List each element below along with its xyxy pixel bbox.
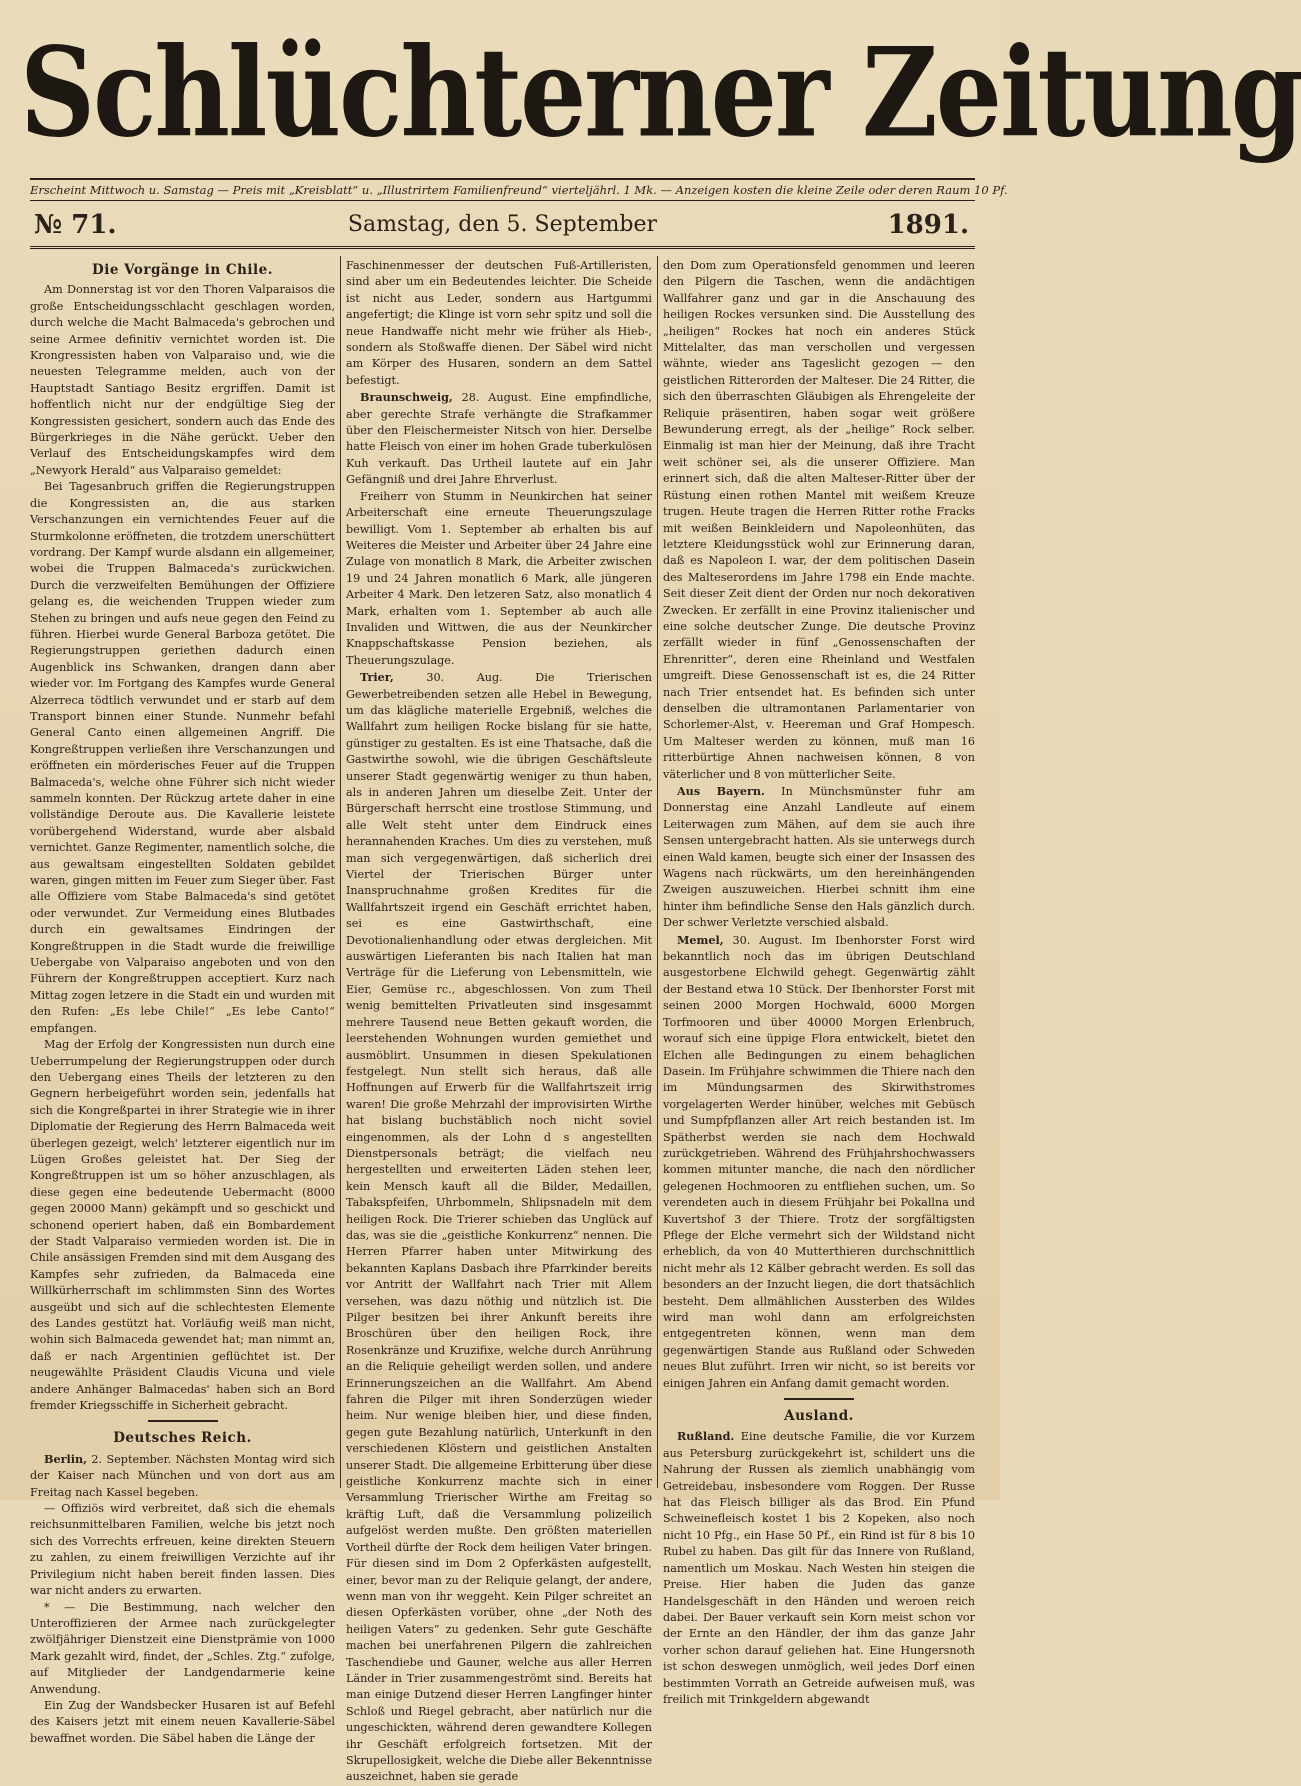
article-paragraph — [663, 783, 975, 932]
dateline-place: Trier, — [360, 670, 394, 685]
subscription-line: Erscheint Mittwoch u. Samstag — Preis mit „Kreisblatt“ u. „Illustrirtem Familienfreund“ vierteljährl. 1 Mk. — Anzeigen kosten die kleine Zeile oder deren Raum 10 Pf. — [30, 178, 975, 201]
column-3 — [663, 258, 975, 1706]
article-paragraph: Faschinenmesser der deutschen Fuß-Artilleristen, sind aber um ein Bedeutendes leichter. Die Scheide ist nicht aus Leder, sondern aus Hartgummi angefertigt; die Klinge ist vorn sehr spitz und soll die neue Handwaffe nicht mehr wie früher als Hieb-, sondern als Stoßwaffe dienen. Der Säbel wird nicht am Körper des Husaren, sondern an dem Sattel befestigt. — [346, 259, 652, 387]
dateline-place: Rußland. — [677, 1429, 735, 1444]
article-text: 30. Aug. Die Trierischen Gewerbetreibenden setzen alle Hebel in Bewegung, um das klägliche materielle Ergebniß, welches die Wallfahrt zum heiligen Rocke bislang für sie hatte, günstiger zu gestalten. Es ist eine Thatsache, daß die Gastwirthe sowohl, wie die übrigen Geschäftsleute unserer Stadt gegenwärtig weniger zu thun haben, als in anderen Jahren um dieselbe Zeit. Unter der Bürgerschaft herrscht eine trostlose Stimmung, und alle Welt steht unter dem Eindruck eines herannahenden Kraches. Um dies zu verstehen, muß man sich vergegenwärtigen, daß sicherlich drei Viertel der Trierischen Bürger unter Inanspruchnahme großen Kredites für die Wallfahrtszeit irgend ein Geschäft errichtet haben, sei es eine Gastwirthschaft, eine Devotionalienhandlung oder etwas dergleichen. Mit auswärtigen Lieferanten bis nach Italien hat man Verträge für die Lieferung von Lebensmitteln, wie Eier, Gemüse rc., abgeschlossen. Von zum Theil wenig bemittelten Privatleuten sind insgesammt mehrere Tausend neue Betten gekauft worden, die leerstehenden Wohnungen wurden gemiethet und ausmöblirt. Unsummen in diesen Spekulationen festgelegt. Nun stellt sich heraus, daß alle Hoffnungen auf Erwerb für die Wallfahrtszeit irrig waren! Die große Mehrzahl der improvisirten Wirthe hat bislang buchstäblich noch nicht soviel eingenommen, als der Lohn d s angestellten Dienstpersonals beträgt; die vielfach neu hergestellten und erweiterten Läden stehen leer, kein Mensch kauft all die Bilder, Medaillen, Tabakspfeifen, Uhrbommeln, Shlipsnadeln mit dem heiligen Rock. Die Trierer schieben das Unglück auf das, was sie die „geistliche Konkurrenz“ nennen. Die Herren Pfarrer haben unter Mitwirkung des bekannten Kaplans Dasbach ihre Pfarrkinder bereits vor Antritt der Wallfahrt nach Trier mit Allem versehen, was dazu nöthig und nützlich ist. Die Pilger besitzen bei ihrer Ankunft bereits ihre Broschüren über den heiligen Rock, ihre Rosenkränze und Kruzifixe, welche durch Anrührung an die Reliquie geheiligt werden sollen, und andere Erinnerungszeichen an die Wallfahrt. Am Abend fahren die Pilger mit ihren Sonderzügen wieder heim. Nur wenige bleiben hier, und diese finden, gegen gute Bezahlung natürlich, Unterkunft in den verschiedenen Klöstern und geistlichen Anstalten unserer Stadt. Die allgemeine Erbitterung über diese geistliche Konkurrenz machte sich in einer Versammlung Trierischer Wirthe am Freitag so kräftig Luft, daß die Versammlung polizeilich aufgelöst werden mußte. Den größten materiellen Vortheil dürfte der Rock dem heiligen Vater bringen. Für diesen sind im Dom 2 Opferkästen aufgestellt, einer, bevor man zu der Reliquie gelangt, der andere, wenn man von ihr weggeht. Kein Pilger schreitet an diesen Opferkästen vorüber, ohne „der Noth des heiligen Vaters“ zu gedenken. Sehr gute Geschäfte machen bei unerfahrenen Pilgern die zahlreichen Taschendiebe und Gauner, welche aus aller Herren Länder in Trier zusammengeströmt sind. Bereits hat man einige Dutzend dieser Herren Langfinger hinter Schloß und Riegel gebracht, aber natürlich nur die ungeschickten, während deren gewandtere Kollegen ihr Geschäft erfolgreich fortsetzen. Mit der Skrupellosigkeit, welche die Diebe aller Bekenntnisse auszeichnet, haben sie gerade — [346, 671, 652, 1784]
dateline-place: Berlin, — [44, 1451, 87, 1466]
section-heading-deutsches-reich: Deutsches Reich. — [113, 1430, 252, 1447]
article-paragraph: Mag der Erfolg der Kongressisten nun durch eine Ueberrumpelung der Regierungstruppen oder durch den Uebergang eines Theils der letzteren zu den Gegnern herbeigeführt worden sein, jedenfalls hat sich die Kongreßpartei in ihrer Strategie wie in ihrer Diplomatie der Regierung des Herrn Balmaceda weit überlegen gezeigt, welch' letzterer eigentlich nur im Lügen Großes geleistet hat. Der Sieg der Kongreßtruppen ist um so höher anzuschlagen, als diese gegen eine bedeutende Uebermacht (8000 gegen 20000 Mann) gekämpft und so geschickt und schonend operiert haben, daß ein Bombardement der Stadt Valparaiso vermieden worden ist. Die in Chile ansässigen Fremden sind mit dem Ausgang des Kampfes sehr zufrieden, da Balmaceda eine Willkürherrschaft im schlimmsten Sinn des Wortes ausgeübt und sich auf die schlechtesten Elemente des Landes gestützt hat. Vorläufig weiß man nicht, wohin sich Balmaceda gewendet hat; man nimmt an, daß er nach Argentinien geflüchtet ist. Der neugewählte Präsident Claudis Vicuna und viele andere Anhänger Balmacedas' haben sich an Bord fremder Kriegsschiffe in Sicherheit gebracht. — [30, 1038, 335, 1413]
column-divider — [657, 256, 658, 1488]
article-paragraph: den Dom zum Operationsfeld genommen und leeren den Pilgern die Taschen, wenn die andächtigen Wallfahrer ganz und gar in die Anschauung des heiligen Rockes versunken sind. Die Ausstellung des „heiligen“ Rockes hat noch ein anderes Stück Mittelalter, das man verschollen und vergessen wähnte, wieder ans Tageslicht gezogen — den geistlichen Ritterorden der Malteser. Die 24 Ritter, die sich den überraschten Gläubigen als Ehrengeleite der Reliquie präsentiren, haben sogar weit größere Bewunderung erregt, als der „heilige“ Rock selber. Einmalig ist man hier der Meinung, daß ihre Tracht weit schöner sei, als die unserer Offiziere. Man erinnert sich, daß die alten Malteser-Ritter über der Rüstung einen rothen Mantel mit weißem Kreuze trugen. Heute tragen die Herren Ritter rothe Fracks mit weißen Beinkleidern und Napoleonhüten, das letztere Kleidungsstück wohl zur Erinnerung daran, daß es Napoleon I. war, der dem politischen Dasein des Malteserordens im Jahre 1798 ein Ende machte. Seit dieser Zeit dient der Orden nur noch dekorativen Zwecken. Er zerfällt in eine Provinz italienischer und eine solche deutscher Zunge. Die deutsche Provinz zerfällt wieder in fünf „Genossenschaften der Ehrenritter“, deren eine Rheinland und Westfalen umgreift. Diese Genossenschaft ist es, die 24 Ritter nach Trier entsendet hat. Es befinden sich unter denselben die ultramontanen Parlamentarier von Schorlemer-Alst, v. Heereman und Graf Hompesch. Um Malteser werden zu können, muß man 16 ritterbürtige Ahnen nachweisen können, 8 von väterlicher und 8 von mütterlicher Seite. — [663, 259, 975, 781]
article-paragraph — [663, 1428, 975, 1708]
issue-date: Samstag, den 5. September — [347, 212, 658, 237]
section-heading-ausland: Ausland. — [784, 1408, 854, 1425]
issue-year: 1891. — [887, 210, 969, 240]
dateline-place: Aus Bayern. — [677, 784, 765, 798]
issue-number: № 71. — [34, 210, 117, 240]
dateline-place: Memel, — [677, 932, 724, 947]
article-paragraph — [30, 1451, 335, 1501]
section-divider — [148, 1420, 218, 1422]
article-paragraph: * — Die Bestimmung, nach welcher den Unteroffizieren der Armee nach zurückgelegter zwölfjähriger Dienstzeit eine Dienstprämie von 1000 Mark gezahlt wird, findet, der „Schles. Ztg.“ zufolge, auf Mitglieder der Landgendarmerie keine Anwendung. — [30, 1600, 335, 1696]
article-text: 30. August. Im Ibenhorster Forst wird bekanntlich noch das im übrigen Deutschland ausgestorbene Elchwild gehegt. Gegenwärtig zählt der Bestand etwa 10 Stück. Der Ibenhorster Forst mit seinen 2000 Morgen Hochwald, 6000 Morgen Torfmooren und über 40000 Morgen Erlenbruch, worauf sich eine üppige Flora entwickelt, bietet den Elchen alle Bedingungen zu einem behaglichen Dasein. Im Frühjahre schwimmen die Thiere nach den im Mündungsarmen des Skirwithstromes vorgelagerten Werder hinüber, welches mit Gebüsch und Sumpfpflanzen aller Art reich bestanden ist. Im Spätherbst werden sie nach dem Hochwald zurückgetrieben. Während des Frühjahrshochwassers kommen mitunter manche, die nach den nördlicher gelegenen Hochmooren zu entfliehen suchen, um. So verendeten auch in diesem Frühjahr bei Pokallna und Kuvertshof 3 der Thiere. Trotz der sorgfältigsten Pflege der Elche vermehrt sich der Wildstand nicht erheblich, da von 40 Mutterthieren durchschnittlich nicht mehr als 12 Kälber gebracht werden. Es soll das besonders an der Inzucht liegen, die dort thatsächlich besteht. Dem allmählichen Aussterben des Wildes wird man wohl dann am erfolgreichsten entgegentreten können, wenn man dem gegenwärtigen Stande aus Rußland oder Schweden neues Blut zuführt. Irren wir nicht, so ist bereits vor einigen Jahren ein Anfang damit gemacht worden. — [663, 933, 975, 1390]
article-paragraph: Freiherr von Stumm in Neunkirchen hat seiner Arbeiterschaft eine erneute Theuerungszulage bewilligt. Vom 1. September ab erhalten bis auf Weiteres die Meister und Arbeiter über 24 Jahre eine Zulage von monatlich 8 Mark, die Arbeiter zwischen 19 und 24 Jahren monatlich 6 Mark, alle jüngeren Arbeiter 4 Mark. Den letzeren Satz, also monatlich 4 Mark, erhalten vom 1. September ab auch alle Invaliden und Wittwen, die aus der Neunkircher Knappschaftskasse Pension beziehen, als Theuerungszulage. — [346, 489, 652, 667]
article-text: 2. September. Nächsten Montag wird sich der Kaiser nach München und von dort aus am Freitag nach Kassel begeben. — [30, 1452, 335, 1499]
dateline-place: Braunschweig, — [360, 390, 453, 405]
article-paragraph: Bei Tagesanbruch griffen die Regierungstruppen die Kongressisten an, die aus starken Verschanzungen ein vernichtendes Feuer auf die Sturmkolonne eröffneten, die trotzdem unerschüttert vordrang. Der Kampf wurde alsdann ein allgemeiner, wobei die Truppen Balmaceda's zurückwichen. Durch die verzweifelten Bemühungen der Offiziere gelang es, die weichenden Truppen wieder zum Stehen zu bringen und aufs neue gegen den Feind zu führen. Hierbei wurde General Barboza getötet. Die Regierungstruppen geriethen dadurch einen Augenblick ins Schwanken, drangen dann aber wieder vor. Im Fortgang des Kampfes wurde General Alzerreca tödtlich verwundet und er starb auf dem Transport binnen einer Stunde. Nunmehr befahl General Canto einen allgemeinen Angriff. Die Kongreßtruppen verließen ihre Verschanzungen und eröffneten ein mörderisches Feuer auf die Truppen Balmaceda's, welche ohne Führer sich nicht wieder sammeln konnten. Der Rückzug artete daher in eine vollständige Deroute aus. Die Kavallerie leistete vorübergehend Widerstand, wurde aber alsbald vernichtet. Ganze Regimenter, namentlich solche, die aus gewaltsam eingestellten Soldaten gebildet waren, gingen mitten im Feuer zum Sieger über. Fast alle Offiziere vom Stabe Balmaceda's sind getötet oder verwundet. Zur Vermeidung eines Blutbades durch ein gewaltsames Eindringen der Kongreßtruppen in die Stadt wurde die freiwillige Uebergabe von Valparaiso angeboten und von den Führern der Kongreßtruppen acceptiert. Kurz nach Mittag zogen letzere in die Stadt ein und wurden mit den Rufen: „Es lebe Chile!“ „Es lebe Canto!“ empfangen. — [30, 480, 335, 1035]
column-1 — [30, 258, 335, 1745]
article-heading-chile: Die Vorgänge in Chile. — [92, 262, 273, 278]
article-paragraph — [346, 389, 652, 488]
column-divider — [340, 256, 341, 1488]
section-divider — [784, 1398, 854, 1400]
article-text: 28. August. Eine empfindliche, aber gerechte Strafe verhängte die Strafkammer über den Fleischermeister Nitsch von hier. Derselbe hatte Fleisch von einer im hohen Grade tuberkulösen Kuh verkauft. Das Urtheil lautete auf ein Jahr Gefängniß und drei Jahre Ehrverlust. — [346, 391, 652, 487]
article-paragraph: — Offiziös wird verbreitet, daß sich die ehemals reichsunmittelbaren Familien, welche bis jetzt noch sich des Vorrechts erfreuen, keine direkten Steuern zu zahlen, zu einem freiwilligen Verzichte auf ihr Privilegium nicht haben bereit finden lassen. Dies war nicht anders zu erwarten. — [30, 1502, 335, 1598]
article-paragraph — [346, 669, 652, 1786]
article-paragraph — [663, 932, 975, 1392]
masthead-title: Schlüchterner Zeitung — [20, 19, 1301, 165]
article-paragraph: Am Donnerstag ist vor den Thoren Valparaisos die große Entscheidungsschlacht geschlagen worden, durch welche die Macht Balmaceda's gebrochen und seine Armee definitiv vernichtet worden ist. Die Krongressisten haben von Valparaiso und, wie die neuesten Telegramme melden, auch von der Hauptstadt Santiago Besitz ergriffen. Damit ist hoffentlich nicht nur der endgültige Sieg der Kongressisten gesichert, sondern auch das Ende des Bürgerkrieges in die Nähe gerückt. Ueber den Verlauf des Entscheidungskampfes wird dem „Newyork Herald“ aus Valparaiso gemeldet: — [30, 283, 335, 477]
article-text: Eine deutsche Familie, die vor Kurzem aus Petersburg zurückgekehrt ist, schildert uns die Nahrung der Russen als ziemlich unabhängig vom Getreidebau, insbesondere vom Roggen. Der Russe hat das Fleisch billiger als das Brod. Ein Pfund Schweinefleisch kostet 1 bis 2 Kopeken, also noch nicht 10 Pfg., ein Hase 50 Pf., ein Rind ist für 8 bis 10 Rubel zu haben. Das gilt für das Innere von Rußland, namentlich um Moskau. Nach Westen hin steigen die Preise. Hier haben die Juden das ganze Handelsgeschäft in den Händen und weroen reich dabei. Der Bauer verkauft sein Korn meist schon vor der Ernte an den Händler, der ihm das ganze Jahr vorher schon darauf geliehen hat. Eine Hungersnoth ist schon deswegen unmöglich, weil jedes Dorf einen bestimmten Vorrath an Getreide aufweisen muß, was freilich mit Trinkgeldern abgewandt — [663, 1430, 975, 1706]
article-paragraph: Ein Zug der Wandsbecker Husaren ist auf Befehl des Kaisers jetzt mit einem neuen Kavallerie-Säbel bewaffnet worden. Die Säbel haben die Länge der — [30, 1698, 335, 1745]
issue-dateline — [30, 206, 975, 249]
column-2 — [346, 258, 652, 1784]
article-text: In Münchsmünster fuhr am Donnerstag eine Anzahl Landleute auf einem Leiterwagen zum Mähen, auf dem sie auch ihre Sensen untergebracht hatten. Als sie unterwegs durch einen Wald kamen, beugte sich einer der Insassen des Wagens nach rückwärts, um den hereinhängenden Zweigen auszuweichen. Hierbei schnitt ihm eine hinter ihm befindliche Sense den Hals gänzlich durch. Der schwer Verletzte verschied alsbald. — [663, 785, 975, 930]
